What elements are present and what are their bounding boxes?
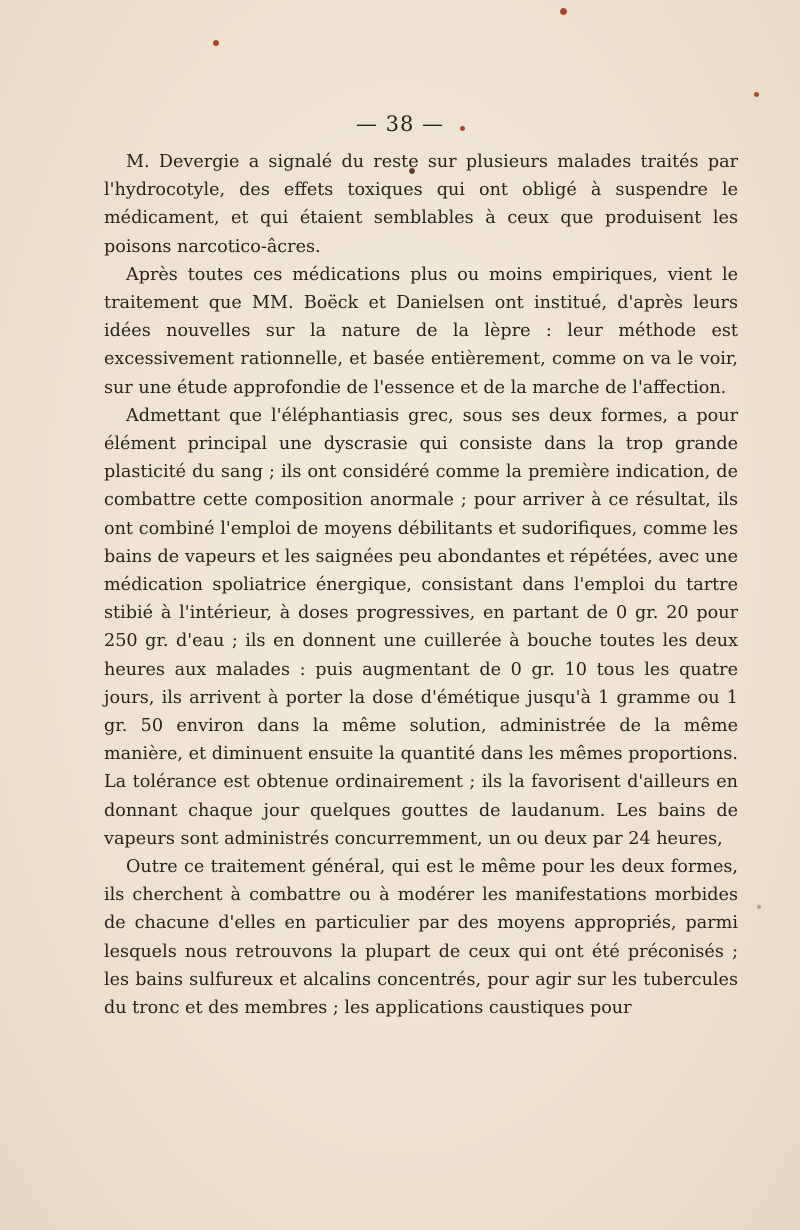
body-text: [104, 148, 738, 1022]
stain-speck: [560, 8, 567, 15]
page-number: — 38 —: [355, 112, 445, 136]
stain-speck: [213, 40, 219, 46]
paragraph: Admettant que l'éléphantiasis grec, sous ses deux formes, a pour élément principal une dyscrasie qui consiste dans la trop grande plasticité du sang ; ils ont considéré comme la première indication, de combattre cette composition anormale ; pour arriver à ce résultat, ils ont combiné l'emploi de moyens débilitants et sudorifiques, comme les bains de vapeurs et les saignées peu abondantes et répétées, avec une médication spoliatrice énergique, consistant dans l'emploi du tartre stibié à l'intérieur, à doses progressives, en partant de 0 gr. 20 pour 250 gr. d'eau ; ils en donnent une cuillerée à bouche toutes les deux heures aux malades : puis augmentant de 0 gr. 10 tous les quatre jours, ils arrivent à porter la dose d'émétique jusqu'à 1 gramme ou 1 gr. 50 environ dans la même solution, administrée de la même manière, et diminuent ensuite la quantité dans les mêmes proportions. La tolérance est obtenue ordinairement ; ils la favorisent d'ailleurs en donnant chaque jour quelques gouttes de laudanum. Les bains de vapeurs sont administrés concurremment, un ou deux par 24 heures,: [104, 405, 738, 849]
paragraph: Outre ce traitement général, qui est le même pour les deux formes, ils cherchent à combattre ou à modérer les manifestations morbides de chacune d'elles en particulier par des moyens appropriés, parmi lesquels nous retrouvons la plupart de ceux qui ont été préconisés ; les bains sulfureux et alcalins concentrés, pour agir sur les tubercules du tronc et des membres ; les applications caustiques pour: [104, 857, 738, 1019]
paragraph: M. Devergie a signalé du reste sur plusieurs malades traités par l'hydrocotyle, des effets toxiques qui ont obligé à suspendre le médicament, et qui étaient semblables à ceux que produisent les poisons narcotico-âcres.: [104, 152, 738, 257]
paragraph: Après toutes ces médications plus ou moins empiriques, vient le traitement que MM. Boëck et Danielsen ont institué, d'après leurs idées nouvelles sur la nature de la lèpre : leur méthode est excessivement rationnelle, et basée entièrement, comme on va le voir, sur une étude approfondie de l'essence et de la marche de l'affection.: [104, 264, 738, 398]
stain-speck: [754, 92, 759, 97]
stain-speck: [757, 905, 761, 909]
